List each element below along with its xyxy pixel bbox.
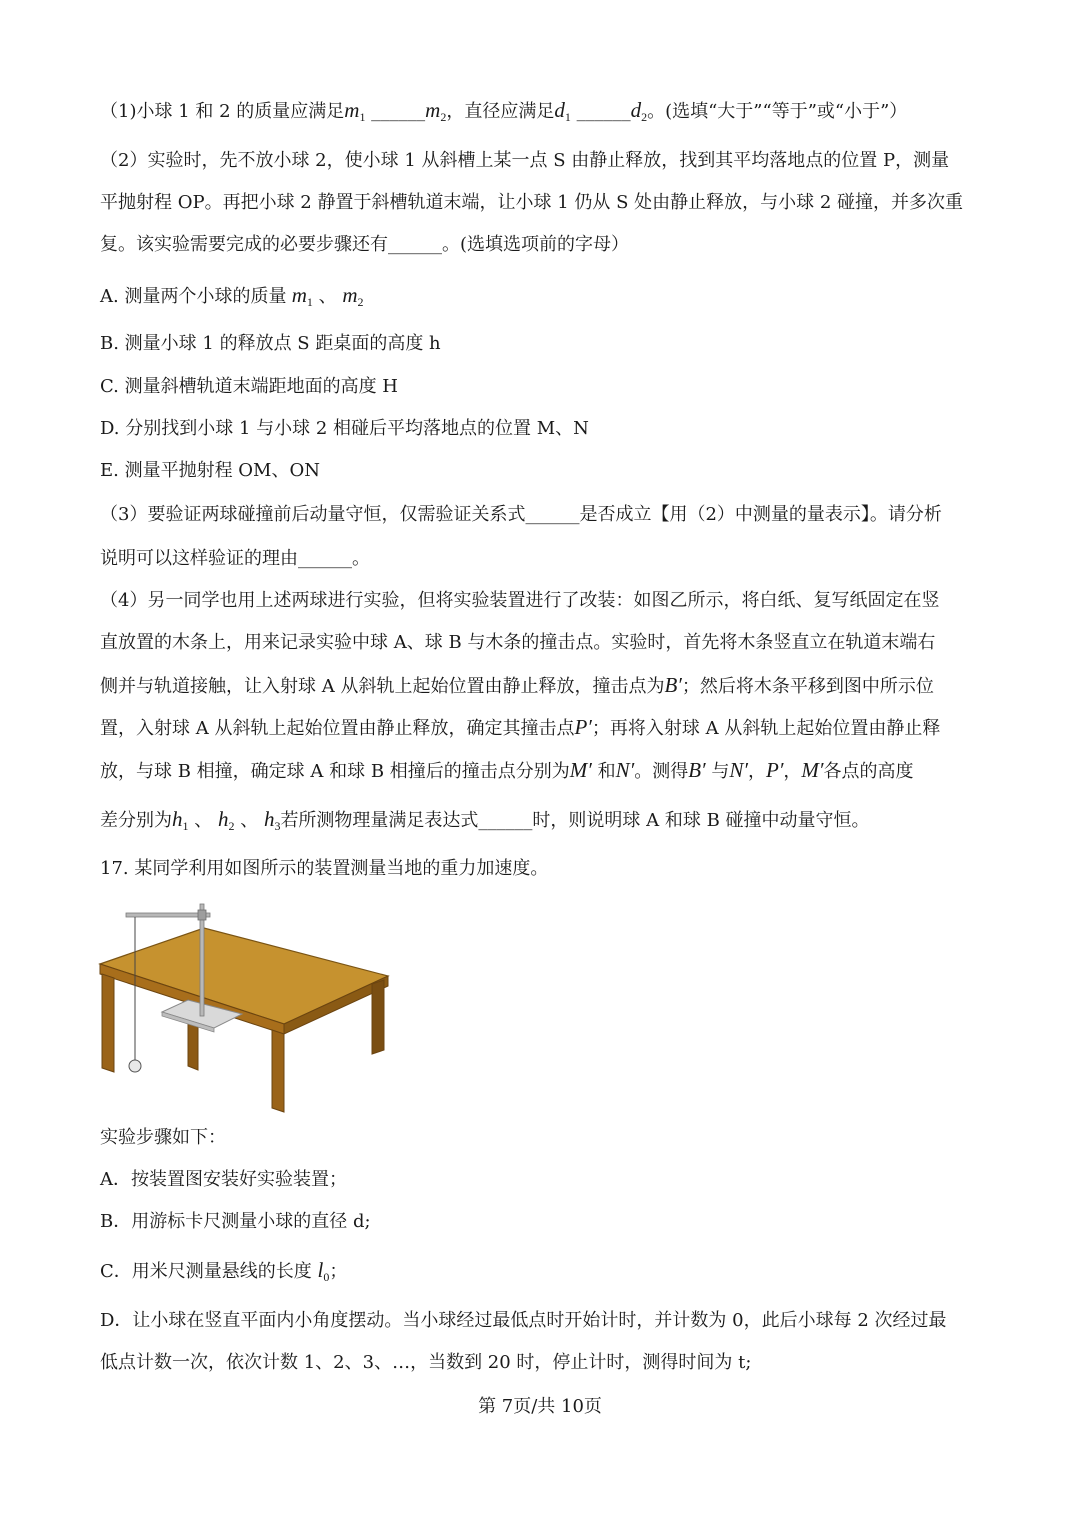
d2-symbol: $d_2$ bbox=[630, 98, 648, 124]
q16-part4-line5: 放，与球 B 相撞，确定球 A 和球 B 相撞后的撞击点分别为M′ 和N′。测得B′ 与N′，P′，M′各点的高度 bbox=[100, 758, 914, 782]
p-prime-symbol: P′ bbox=[574, 715, 592, 739]
m1-symbol: $m_1$ bbox=[344, 98, 366, 124]
option-a: A. 测量两个小球的质量 $m_1$ 、 $m_2$ bbox=[100, 283, 364, 309]
option-e: E. 测量平抛射程 OM、ON bbox=[100, 460, 320, 481]
q16-part4-line2: 直放置的木条上，用来记录实验中球 A、球 B 与木条的撞击点。实验时，首先将木条竖直立在轨道末端右 bbox=[100, 632, 936, 653]
b-prime-symbol: B′ bbox=[664, 673, 682, 697]
m-prime-symbol: M′ bbox=[569, 758, 592, 782]
q16-part4-line4: 置，入射球 A 从斜轨上起始位置由静止释放，确定其撞击点P′；再将入射球 A 从斜轨上起始位置由静止释 bbox=[100, 715, 941, 739]
q17-steps-intro: 实验步骤如下： bbox=[100, 1127, 226, 1148]
q16-part3-line1: （3）要验证两球碰撞前后动量守恒，仅需验证关系式______是否成立【用（2）中测量的量表示】。请分析 bbox=[100, 504, 942, 525]
q17-step-d-line1: D．让小球在竖直平面内小角度摆动。当小球经过最低点时开始计时，并计数为 0，此后小球每 2 次经过最 bbox=[100, 1310, 947, 1331]
q16-part2-line3: 复。该实验需要完成的必要步骤还有______。(选填选项前的字母） bbox=[100, 234, 630, 255]
q16-part1-line: （1)小球 1 和 2 的质量应满足$m_1$ $\_\_\_\_\_\_m_2$，直径应满足$d_1$ $\_\_\_\_\_\_d_2$。(选填“大于”“等于”或“小于”） bbox=[100, 98, 908, 124]
d1-symbol: $d_1$ bbox=[554, 98, 571, 124]
q16-part2-line1: （2）实验时，先不放小球 2，使小球 1 从斜槽上某一点 S 由静止释放，找到其平均落地点的位置 P，测量 bbox=[100, 150, 950, 171]
option-b: B. 测量小球 1 的释放点 S 距桌面的高度 h bbox=[100, 333, 441, 354]
q16-part2-line2: 平抛射程 OP。再把小球 2 静置于斜槽轨道末端，让小球 1 仍从 S 处由静止释放，与小球 2 碰撞，并多次重 bbox=[100, 192, 964, 213]
q17-step-c: C．用米尺测量悬线的长度 $l_0$； bbox=[100, 1258, 348, 1284]
m2-symbol: $m_2$ bbox=[425, 98, 447, 124]
q16-part4-line6: 差分别为$h_1$ 、 $h_2$ 、 $h_3$若所测物理量满足表达式______时，则说明球 A 和球 B 碰撞中动量守恒。 bbox=[100, 807, 870, 833]
q17-step-d-line2: 低点计数一次，依次计数 1、2、3、…，当数到 20 时，停止计时，测得时间为 t; bbox=[100, 1352, 752, 1373]
q16-part4-line1: （4）另一同学也用上述两球进行实验，但将实验装置进行了改装：如图乙所示，将白纸、复写纸固定在竖 bbox=[100, 590, 940, 611]
q17-step-a: A．按装置图安装好实验装置； bbox=[100, 1169, 347, 1190]
page-footer: 第 7页/共 10页 bbox=[478, 1396, 602, 1417]
q17-step-b: B．用游标卡尺测量小球的直径 d; bbox=[100, 1211, 371, 1232]
option-d: D. 分别找到小球 1 与小球 2 相碰后平均落地点的位置 M、N bbox=[100, 418, 589, 439]
q17-title: 17. 某同学利用如图所示的装置测量当地的重力加速度。 bbox=[100, 858, 549, 879]
q16-part3-line2: 说明可以这样验证的理由______。 bbox=[100, 548, 370, 569]
option-c: C. 测量斜槽轨道末端距地面的高度 H bbox=[100, 376, 398, 397]
q16-part4-line3: 侧并与轨道接触，让入射球 A 从斜轨上起始位置由静止释放，撞击点为B′；然后将木条平移到图中所示位 bbox=[100, 673, 934, 697]
pendulum-table-figure bbox=[96, 900, 396, 1120]
n-prime-symbol: N′ bbox=[615, 758, 635, 782]
